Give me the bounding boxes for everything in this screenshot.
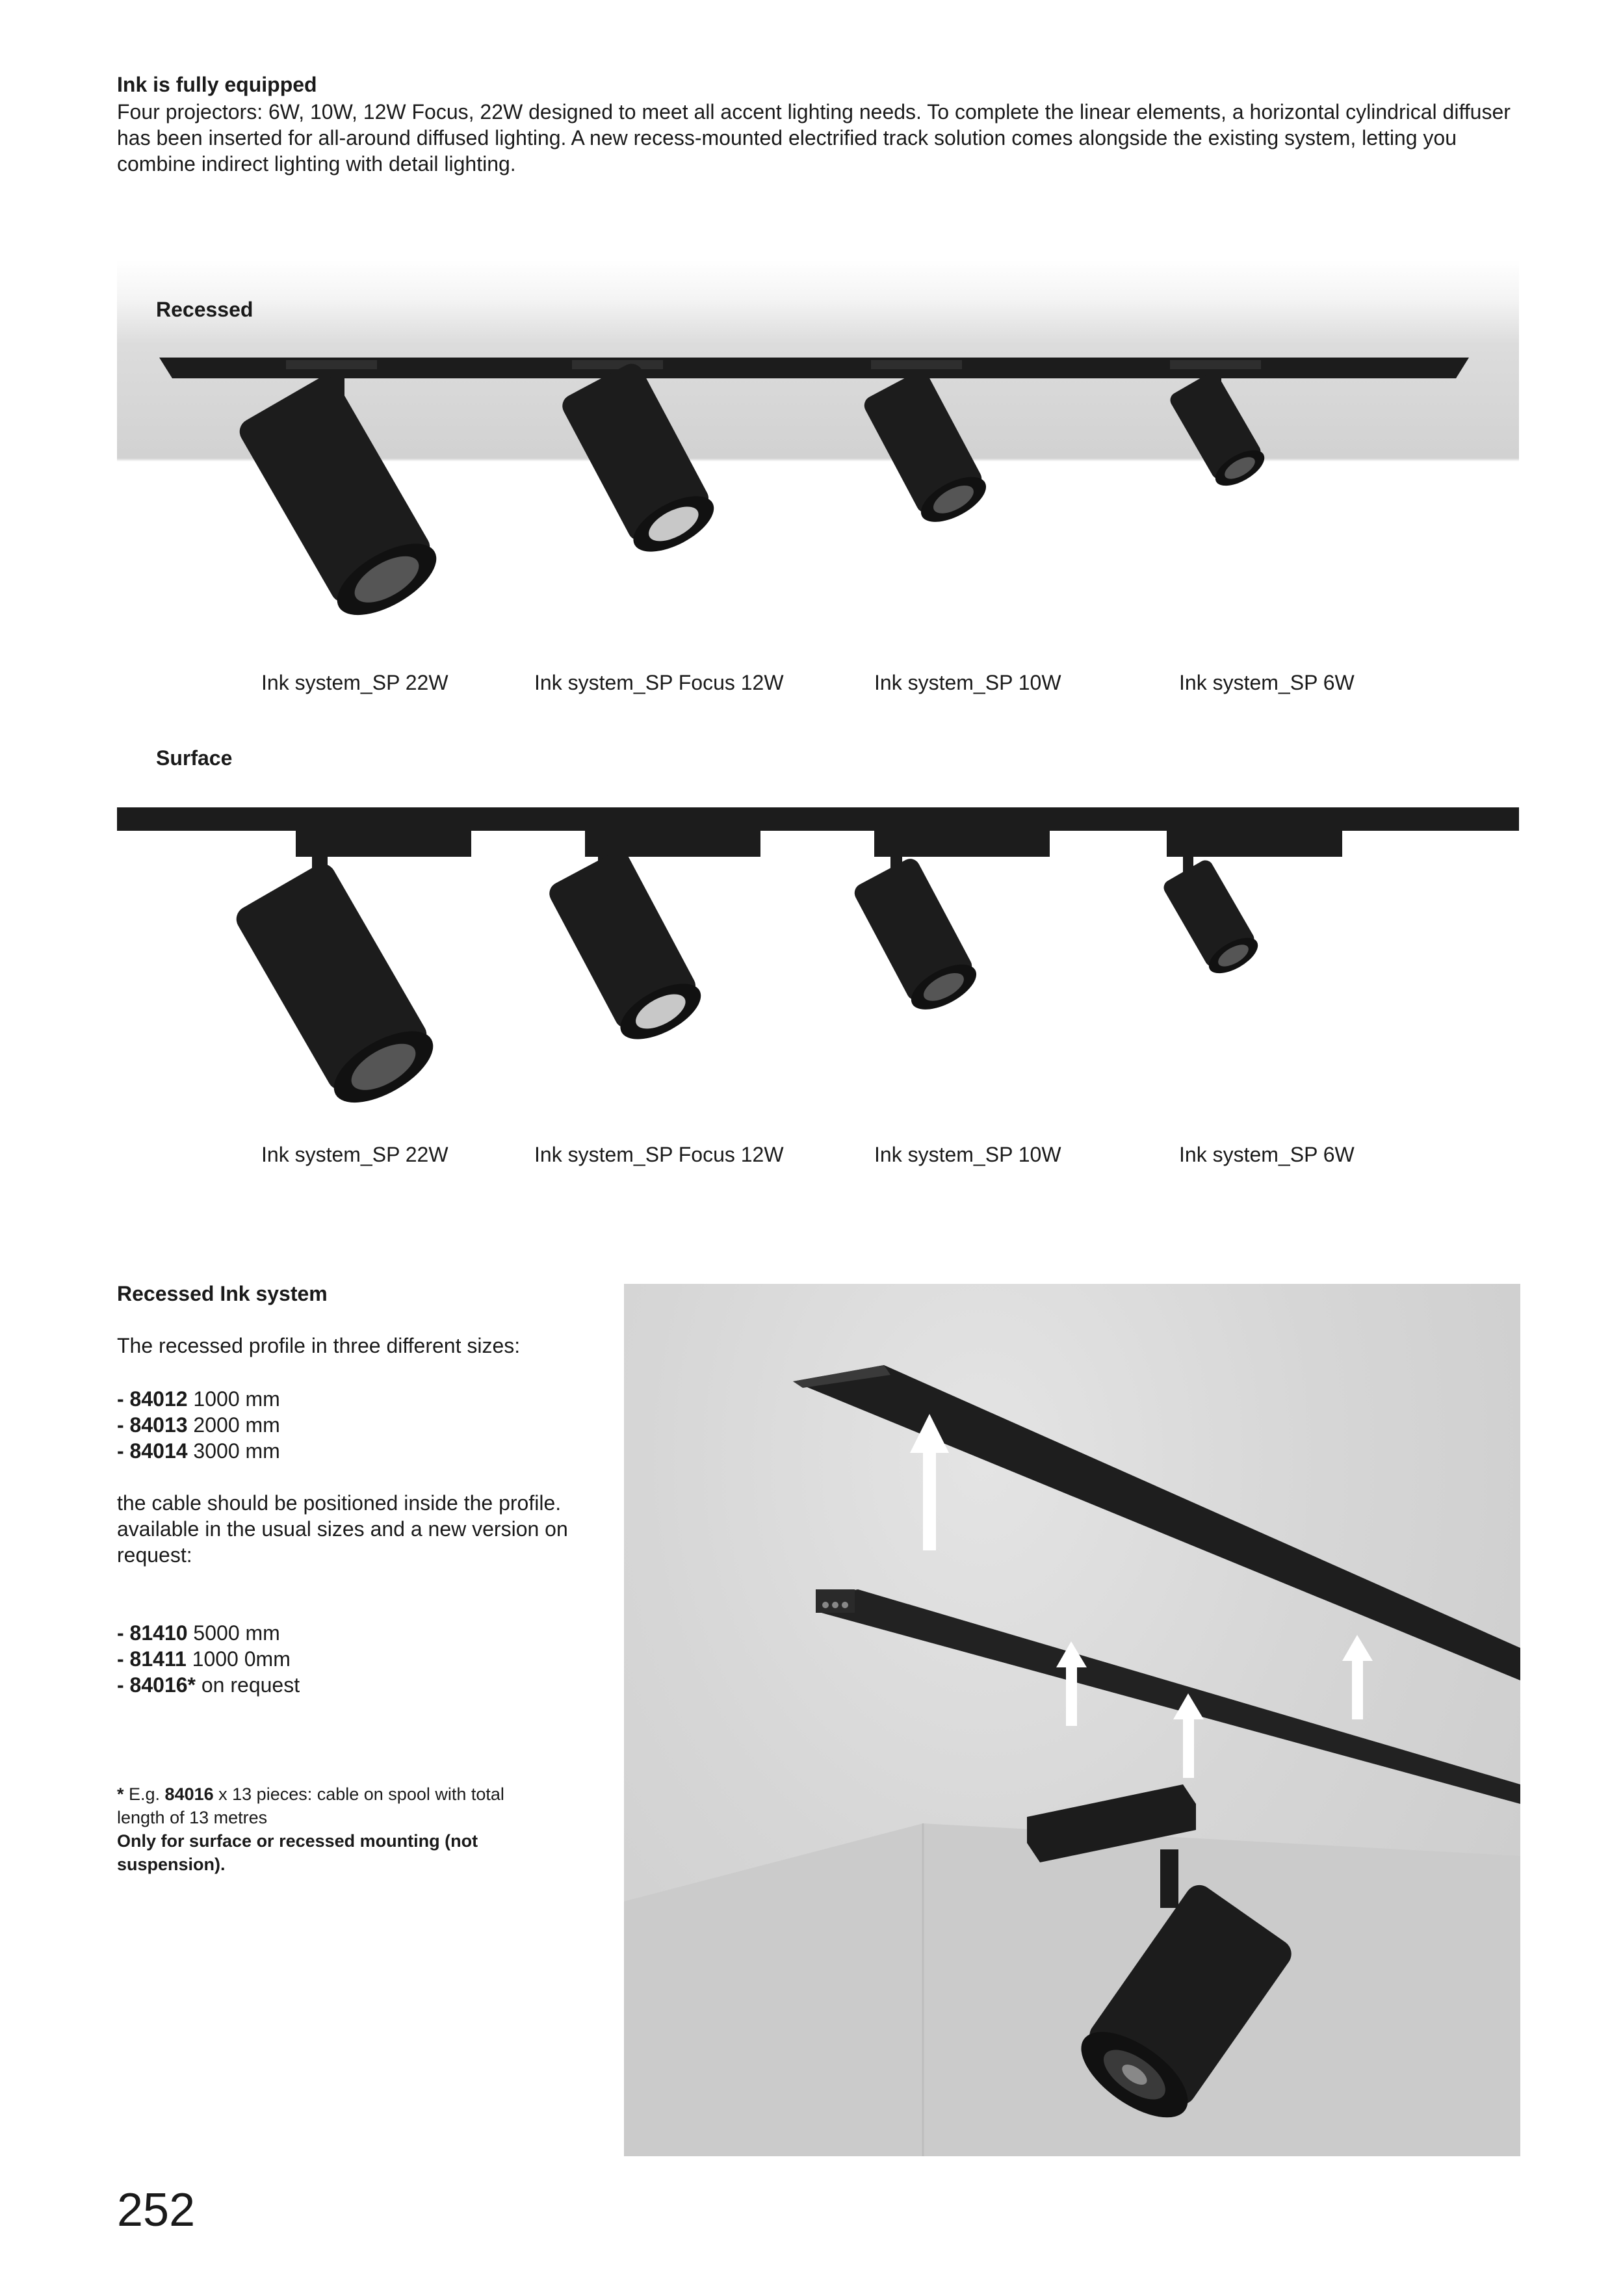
- installation-diagram: [624, 1284, 1520, 2156]
- cable-item: - 81411 1000 0mm: [117, 1647, 291, 1671]
- cable-code: 81410: [129, 1621, 188, 1645]
- cable-item: - 81410 5000 mm: [117, 1621, 280, 1645]
- caption-surface-10w: Ink system_SP 10W: [874, 1143, 1061, 1166]
- page-number: 252: [117, 2184, 196, 2236]
- spotlight-22w-surface: [231, 855, 444, 1117]
- surface-fixtures-photo: [117, 800, 1519, 1125]
- caption-recessed-22w: Ink system_SP 22W: [261, 671, 448, 694]
- spotlight-10w-surface: [851, 855, 983, 1019]
- caption-recessed-6w: Ink system_SP 6W: [1179, 671, 1355, 694]
- cable-code: 84016*: [129, 1673, 196, 1697]
- recessed-label: Recessed: [156, 298, 253, 321]
- mounting-note: Only for surface or recessed mounting (not suspension).: [117, 1831, 478, 1874]
- intro-title: Ink is fully equipped: [117, 73, 317, 96]
- cable-item: - 84016* on request: [117, 1673, 300, 1697]
- recessed-system-title: Recessed Ink system: [117, 1282, 328, 1305]
- profile-code: 84012: [129, 1387, 188, 1411]
- spotlight-focus-12w-recessed: [558, 359, 722, 563]
- profile-code: 84014: [129, 1439, 188, 1463]
- spotlight-6w-surface: [1161, 855, 1264, 980]
- spotlight-22w-recessed: [235, 372, 447, 630]
- caption-recessed-focus-12w: Ink system_SP Focus 12W: [534, 671, 784, 694]
- intro-text: Four projectors: 6W, 10W, 12W Focus, 22W designed to meet all accent lighting needs. To complete the linear elements, a horizontal cylindrical diffuser has been inserted for all-around diffused lighting. A new recess-mounted electrified track solution comes alongside the existing system, letting you combine indirect lighting with detail lighting.: [117, 100, 1511, 176]
- cable-list: [117, 1620, 300, 1698]
- spotlight-focus-12w-surface: [545, 847, 709, 1050]
- profile-item: - 84012 1000 mm: [117, 1387, 280, 1411]
- caption-surface-focus-12w: Ink system_SP Focus 12W: [534, 1143, 784, 1166]
- cable-code: 81411: [129, 1647, 187, 1671]
- arrow-up-icon: [1342, 1635, 1373, 1719]
- profile-item: - 84014 3000 mm: [117, 1439, 280, 1463]
- caption-surface-22w: Ink system_SP 22W: [261, 1143, 448, 1166]
- caption-surface-6w: Ink system_SP 6W: [1179, 1143, 1355, 1166]
- surface-track: [117, 807, 1519, 831]
- profile-code: 84013: [129, 1413, 188, 1437]
- profile-item: - 84013 2000 mm: [117, 1413, 280, 1437]
- profile-list: [117, 1386, 280, 1464]
- recessed-fixtures-photo: [117, 338, 1519, 650]
- spotlight-10w-recessed: [861, 368, 993, 531]
- surface-label: Surface: [156, 746, 233, 770]
- caption-recessed-10w: Ink system_SP 10W: [874, 671, 1061, 694]
- recessed-system-note: the cable should be positioned inside the profile. available in the usual sizes and a new version on request:: [117, 1491, 568, 1567]
- spotlight-6w-recessed: [1167, 370, 1270, 493]
- recessed-system-intro: The recessed profile in three different sizes:: [117, 1334, 521, 1357]
- footnote: * E.g. 84016 x 13 pieces: cable on spool with total length of 13 metres Only for surface or recessed mounting (not suspension).: [117, 1784, 504, 1874]
